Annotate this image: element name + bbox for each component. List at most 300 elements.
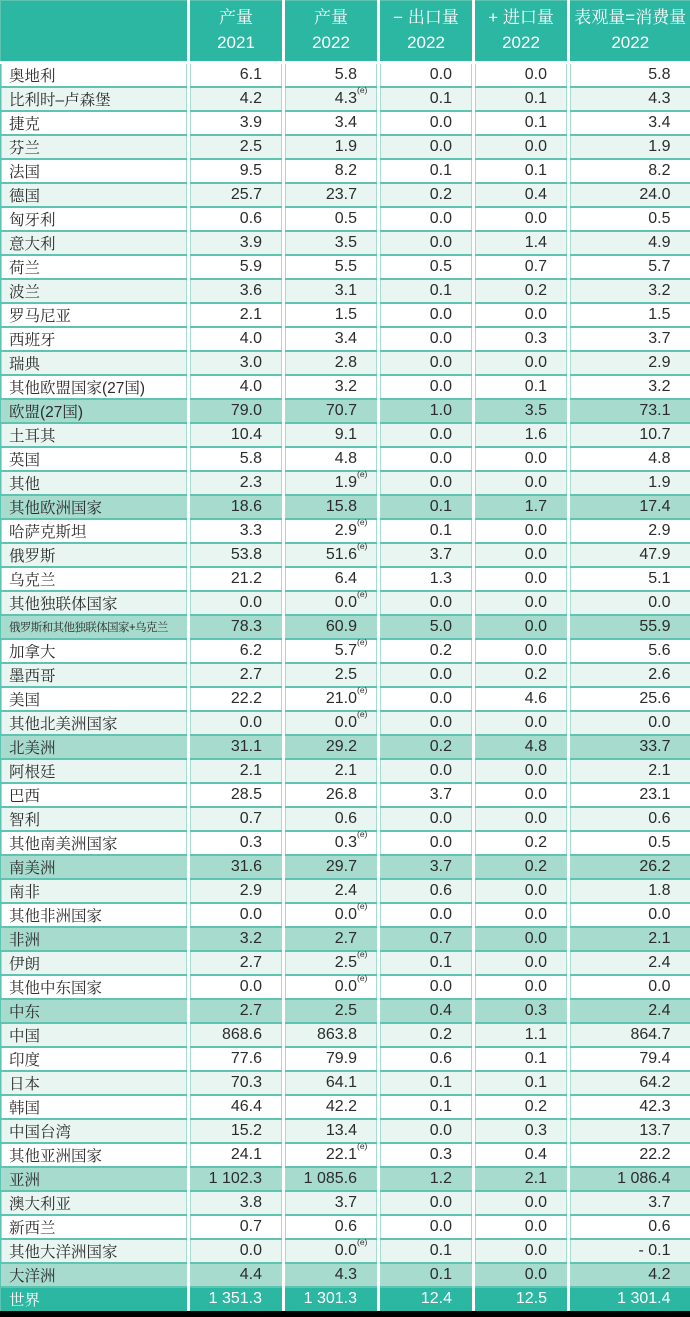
cell-imports-2022: 0.0 [474,903,569,927]
cell-imports-2022: 0.0 [474,351,569,375]
header-label: 表观量=消费量 [570,6,690,31]
cell-consumption-2022: 79.4 [569,1047,690,1071]
cell-exports-2022: 3.7 [379,543,474,567]
cell-production-2021: 2.7 [189,951,284,975]
estimate-footnote-marker: (e) [357,685,367,695]
cell-production-2021: 5.8 [189,447,284,471]
row-label: 芬兰 [1,135,189,159]
header-label: + 进口量 [475,6,567,31]
cell-production-2022: 1.9 (e) [284,471,379,495]
estimate-footnote-marker: (e) [357,901,367,911]
cell-exports-2022: 0.0 [379,975,474,999]
cell-consumption-2022: 4.2 [569,1263,690,1287]
cell-production-2022: 4.3 (e) [284,87,379,111]
header-year: 2021 [190,31,282,56]
estimate-footnote-marker: (e) [357,829,367,839]
header-consumption-2022 [569,1,690,63]
cell-production-2022: 1 301.3 [284,1287,379,1311]
country-row [1,1143,690,1167]
cell-imports-2022: 0.0 [474,519,569,543]
cell-production-2022: 8.2 [284,159,379,183]
cell-production-2022: 1 085.6 [284,1167,379,1191]
cell-production-2022: 26.8 [284,783,379,807]
cell-imports-2022: 0.0 [474,471,569,495]
country-row [1,639,690,663]
cell-production-2022: 9.1 [284,423,379,447]
row-label: 韩国 [1,1095,189,1119]
cell-exports-2022: 0.2 [379,1023,474,1047]
cell-imports-2022: 0.0 [474,615,569,639]
row-label: 南美洲 [1,855,189,879]
estimate-footnote-marker: (e) [357,541,367,551]
cell-exports-2022: 0.0 [379,423,474,447]
row-label: 阿根廷 [1,759,189,783]
cell-production-2021: 79.0 [189,399,284,423]
row-label: 意大利 [1,231,189,255]
cell-exports-2022: 0.2 [379,183,474,207]
cell-exports-2022: 5.0 [379,615,474,639]
cell-production-2022: 0.0 (e) [284,1239,379,1263]
cell-imports-2022: 3.5 [474,399,569,423]
table-header [1,1,690,63]
cell-exports-2022: 0.6 [379,879,474,903]
cell-consumption-2022: 24.0 [569,183,690,207]
cell-production-2021: 31.6 [189,855,284,879]
cell-exports-2022: 0.0 [379,831,474,855]
cell-exports-2022: 1.2 [379,1167,474,1191]
cell-imports-2022: 0.0 [474,207,569,231]
country-row [1,879,690,903]
row-label: 日本 [1,1071,189,1095]
cell-exports-2022: 0.3 [379,1143,474,1167]
country-row [1,375,690,399]
country-row [1,135,690,159]
cell-exports-2022: 0.0 [379,471,474,495]
cell-imports-2022: 0.0 [474,1215,569,1239]
cell-consumption-2022: 0.0 [569,903,690,927]
cell-imports-2022: 0.0 [474,783,569,807]
cell-production-2021: 2.3 [189,471,284,495]
cell-consumption-2022: 3.7 [569,327,690,351]
country-row [1,423,690,447]
cell-consumption-2022: 13.7 [569,1119,690,1143]
cell-imports-2022: 0.0 [474,567,569,591]
cell-production-2021: 3.2 [189,927,284,951]
header-row [1,1,690,63]
cell-production-2021: 4.2 [189,87,284,111]
row-label: 瑞典 [1,351,189,375]
cell-exports-2022: 0.1 [379,1263,474,1287]
row-label: 其他欧洲国家 [1,495,189,519]
cell-consumption-2022: 3.2 [569,279,690,303]
cell-production-2021: 3.9 [189,231,284,255]
cell-production-2022: 64.1 [284,1071,379,1095]
estimate-footnote-marker: (e) [357,589,367,599]
cell-production-2021: 9.5 [189,159,284,183]
cell-consumption-2022: 33.7 [569,735,690,759]
row-label: 捷克 [1,111,189,135]
cell-exports-2022: 12.4 [379,1287,474,1311]
cell-exports-2022: 0.0 [379,1215,474,1239]
cell-exports-2022: 0.1 [379,279,474,303]
cell-exports-2022: 0.0 [379,111,474,135]
cell-imports-2022: 0.3 [474,999,569,1023]
cell-production-2022: 2.5 [284,999,379,1023]
estimate-footnote-marker: (e) [357,637,367,647]
cell-production-2022: 0.5 [284,207,379,231]
country-row [1,663,690,687]
cell-production-2022: 29.7 [284,855,379,879]
cell-production-2022: 2.5 [284,663,379,687]
cell-consumption-2022: 55.9 [569,615,690,639]
country-row [1,807,690,831]
cell-exports-2022: 0.2 [379,735,474,759]
estimate-footnote-marker: (e) [357,85,367,95]
cell-production-2021: 0.0 [189,591,284,615]
cell-production-2022: 2.1 [284,759,379,783]
cell-production-2021: 2.7 [189,663,284,687]
row-label: 世界 [1,1287,189,1311]
cell-production-2021: 4.0 [189,375,284,399]
cell-consumption-2022: 1 086.4 [569,1167,690,1191]
cell-exports-2022: 0.0 [379,711,474,735]
cell-production-2022: 2.5 (e) [284,951,379,975]
row-label: 比利时–卢森堡 [1,87,189,111]
country-row [1,87,690,111]
row-label: 其他非洲国家 [1,903,189,927]
region-total-row [1,1263,690,1287]
cell-imports-2022: 0.0 [474,1191,569,1215]
cell-imports-2022: 0.2 [474,831,569,855]
row-label: 荷兰 [1,255,189,279]
country-row [1,543,690,567]
cell-exports-2022: 0.0 [379,63,474,88]
header-exports-2022 [379,1,474,63]
cell-production-2021: 3.3 [189,519,284,543]
cell-consumption-2022: 0.0 [569,711,690,735]
cell-exports-2022: 0.0 [379,351,474,375]
cell-production-2022: 3.7 [284,1191,379,1215]
header-country-blank [1,1,189,63]
region-total-row [1,855,690,879]
cell-production-2022: 4.8 [284,447,379,471]
row-label: 伊朗 [1,951,189,975]
cell-consumption-2022: 0.6 [569,1215,690,1239]
cell-imports-2022: 4.6 [474,687,569,711]
cell-production-2022: 21.0 (e) [284,687,379,711]
country-row [1,567,690,591]
cell-production-2022: 0.6 [284,1215,379,1239]
cell-exports-2022: 0.0 [379,207,474,231]
cell-exports-2022: 0.7 [379,927,474,951]
country-row [1,591,690,615]
header-imports-2022 [474,1,569,63]
header-production-2022 [284,1,379,63]
cell-production-2022: 79.9 [284,1047,379,1071]
cell-production-2022: 2.7 [284,927,379,951]
cell-consumption-2022: 8.2 [569,159,690,183]
region-total-row [1,927,690,951]
cell-consumption-2022: 0.0 [569,591,690,615]
cell-exports-2022: 0.0 [379,1191,474,1215]
header-year: 2022 [285,31,377,56]
estimate-footnote-marker: (e) [357,517,367,527]
cell-exports-2022: 1.0 [379,399,474,423]
row-label: 印度 [1,1047,189,1071]
cell-production-2021: 77.6 [189,1047,284,1071]
cell-exports-2022: 0.0 [379,903,474,927]
cell-production-2022: 51.6 (e) [284,543,379,567]
cell-consumption-2022: 2.6 [569,663,690,687]
cell-exports-2022: 0.1 [379,159,474,183]
cell-consumption-2022: 0.5 [569,207,690,231]
cell-consumption-2022: 0.0 [569,975,690,999]
row-label: 中国 [1,1023,189,1047]
country-row [1,759,690,783]
row-label: 土耳其 [1,423,189,447]
cell-exports-2022: 1.3 [379,567,474,591]
header-label: 产量 [190,6,282,31]
cell-imports-2022: 12.5 [474,1287,569,1311]
cell-consumption-2022: 5.6 [569,639,690,663]
cell-production-2021: 0.7 [189,807,284,831]
country-row [1,351,690,375]
cell-exports-2022: 0.0 [379,375,474,399]
row-label: 波兰 [1,279,189,303]
cell-imports-2022: 0.1 [474,111,569,135]
row-label: 其他北美洲国家 [1,711,189,735]
cell-production-2022: 22.1 (e) [284,1143,379,1167]
estimate-footnote-marker: (e) [357,469,367,479]
cell-production-2021: 5.9 [189,255,284,279]
cell-consumption-2022: 1.8 [569,879,690,903]
country-row [1,207,690,231]
cell-imports-2022: 0.0 [474,135,569,159]
cell-imports-2022: 0.3 [474,1119,569,1143]
cell-imports-2022: 1.4 [474,231,569,255]
row-label: 加拿大 [1,639,189,663]
header-year: 2022 [475,31,567,56]
cell-production-2022: 29.2 [284,735,379,759]
cell-production-2022: 0.0 (e) [284,975,379,999]
cell-production-2021: 2.1 [189,303,284,327]
row-label: 中国台湾 [1,1119,189,1143]
cell-production-2022: 2.8 [284,351,379,375]
country-row [1,63,690,88]
cell-production-2022: 3.4 [284,327,379,351]
cell-production-2022: 15.8 [284,495,379,519]
cell-consumption-2022: 3.4 [569,111,690,135]
cell-consumption-2022: 73.1 [569,399,690,423]
cell-exports-2022: 0.0 [379,135,474,159]
cell-imports-2022: 1.1 [474,1023,569,1047]
cell-production-2022: 0.0 (e) [284,591,379,615]
cell-production-2022: 5.8 [284,63,379,88]
cell-consumption-2022: 0.5 [569,831,690,855]
cell-consumption-2022: 64.2 [569,1071,690,1095]
cell-production-2021: 0.0 [189,903,284,927]
row-label: 其他独联体国家 [1,591,189,615]
country-row [1,1191,690,1215]
region-total-row [1,495,690,519]
row-label: 巴西 [1,783,189,807]
cell-consumption-2022: 17.4 [569,495,690,519]
bottom-black-bar [0,1311,690,1317]
row-label: 其他亚洲国家 [1,1143,189,1167]
row-label: 匈牙利 [1,207,189,231]
cell-production-2021: 868.6 [189,1023,284,1047]
cell-production-2021: 0.0 [189,1239,284,1263]
row-label: 哈萨克斯坦 [1,519,189,543]
row-label: 美国 [1,687,189,711]
cell-exports-2022: 0.2 [379,639,474,663]
country-row [1,1071,690,1095]
cell-imports-2022: 0.2 [474,855,569,879]
cell-imports-2022: 0.0 [474,879,569,903]
cell-production-2022: 5.5 [284,255,379,279]
cell-imports-2022: 1.7 [474,495,569,519]
cell-imports-2022: 4.8 [474,735,569,759]
cell-exports-2022: 0.0 [379,303,474,327]
row-label: 其他欧盟国家(27国) [1,375,189,399]
cell-consumption-2022: 2.4 [569,951,690,975]
country-row [1,1047,690,1071]
cell-consumption-2022: 2.1 [569,927,690,951]
region-total-row [1,615,690,639]
header-label: 产量 [285,6,377,31]
cell-imports-2022: 0.2 [474,1095,569,1119]
cell-production-2021: 70.3 [189,1071,284,1095]
cell-consumption-2022: 1.5 [569,303,690,327]
cell-exports-2022: 0.0 [379,807,474,831]
cell-consumption-2022: 4.8 [569,447,690,471]
cell-imports-2022: 0.0 [474,1239,569,1263]
row-label: 其他 [1,471,189,495]
country-row [1,975,690,999]
cell-exports-2022: 0.0 [379,231,474,255]
cell-exports-2022: 0.6 [379,1047,474,1071]
row-label: 乌克兰 [1,567,189,591]
row-label: 北美洲 [1,735,189,759]
cell-production-2021: 0.6 [189,207,284,231]
cell-consumption-2022: 47.9 [569,543,690,567]
country-row [1,327,690,351]
row-label: 罗马尼亚 [1,303,189,327]
cell-imports-2022: 0.0 [474,639,569,663]
cell-production-2022: 3.1 [284,279,379,303]
cell-consumption-2022: 1.9 [569,135,690,159]
cell-imports-2022: 0.0 [474,303,569,327]
row-label: 法国 [1,159,189,183]
country-row [1,183,690,207]
country-row [1,831,690,855]
cell-exports-2022: 0.0 [379,663,474,687]
cell-consumption-2022: 1 301.4 [569,1287,690,1311]
cell-production-2022: 0.0 (e) [284,711,379,735]
row-label: 新西兰 [1,1215,189,1239]
country-row [1,1095,690,1119]
cell-imports-2022: 0.0 [474,63,569,88]
cell-production-2022: 2.4 [284,879,379,903]
cell-production-2021: 3.9 [189,111,284,135]
cell-production-2022: 3.4 [284,111,379,135]
row-label: 非洲 [1,927,189,951]
country-row [1,903,690,927]
country-row [1,447,690,471]
cell-production-2021: 0.7 [189,1215,284,1239]
cell-production-2021: 1 351.3 [189,1287,284,1311]
row-label: 亚洲 [1,1167,189,1191]
country-row [1,159,690,183]
cell-production-2022: 5.7 (e) [284,639,379,663]
cell-production-2021: 24.1 [189,1143,284,1167]
cell-consumption-2022: 5.7 [569,255,690,279]
row-label: 俄罗斯 [1,543,189,567]
estimate-footnote-marker: (e) [357,973,367,983]
cell-consumption-2022: 3.7 [569,1191,690,1215]
region-total-row [1,399,690,423]
country-row [1,303,690,327]
cell-imports-2022: 0.1 [474,1071,569,1095]
cell-production-2021: 0.0 [189,711,284,735]
cell-exports-2022: 0.0 [379,759,474,783]
cell-production-2021: 31.1 [189,735,284,759]
cell-exports-2022: 0.1 [379,495,474,519]
cell-imports-2022: 0.4 [474,183,569,207]
row-label: 其他中东国家 [1,975,189,999]
cell-exports-2022: 0.0 [379,1119,474,1143]
cell-production-2021: 21.2 [189,567,284,591]
cell-production-2021: 28.5 [189,783,284,807]
cell-exports-2022: 0.0 [379,591,474,615]
country-row [1,111,690,135]
cell-production-2022: 70.7 [284,399,379,423]
cell-imports-2022: 0.1 [474,375,569,399]
cell-exports-2022: 3.7 [379,855,474,879]
cell-imports-2022: 0.0 [474,927,569,951]
cell-production-2022: 3.5 [284,231,379,255]
cell-consumption-2022: 26.2 [569,855,690,879]
cell-production-2021: 2.7 [189,999,284,1023]
cell-consumption-2022: 0.6 [569,807,690,831]
row-label: 奥地利 [1,63,189,88]
row-label: 澳大利亚 [1,1191,189,1215]
region-total-row [1,735,690,759]
cell-imports-2022: 0.0 [474,543,569,567]
row-label: 墨西哥 [1,663,189,687]
cell-production-2022: 42.2 [284,1095,379,1119]
cell-production-2021: 2.9 [189,879,284,903]
cell-production-2021: 3.6 [189,279,284,303]
cell-exports-2022: 0.1 [379,87,474,111]
cell-imports-2022: 0.0 [474,807,569,831]
cell-exports-2022: 0.1 [379,951,474,975]
cell-production-2022: 863.8 [284,1023,379,1047]
cell-consumption-2022: 2.9 [569,519,690,543]
cell-production-2021: 2.5 [189,135,284,159]
cell-imports-2022: 0.0 [474,975,569,999]
cell-consumption-2022: 25.6 [569,687,690,711]
cell-imports-2022: 0.7 [474,255,569,279]
cell-production-2021: 6.2 [189,639,284,663]
cell-production-2021: 0.0 [189,975,284,999]
table-body [1,63,690,1311]
cell-production-2022: 4.3 [284,1263,379,1287]
cell-consumption-2022: 4.9 [569,231,690,255]
cell-imports-2022: 0.1 [474,159,569,183]
row-label: 智利 [1,807,189,831]
cell-production-2021: 3.0 [189,351,284,375]
